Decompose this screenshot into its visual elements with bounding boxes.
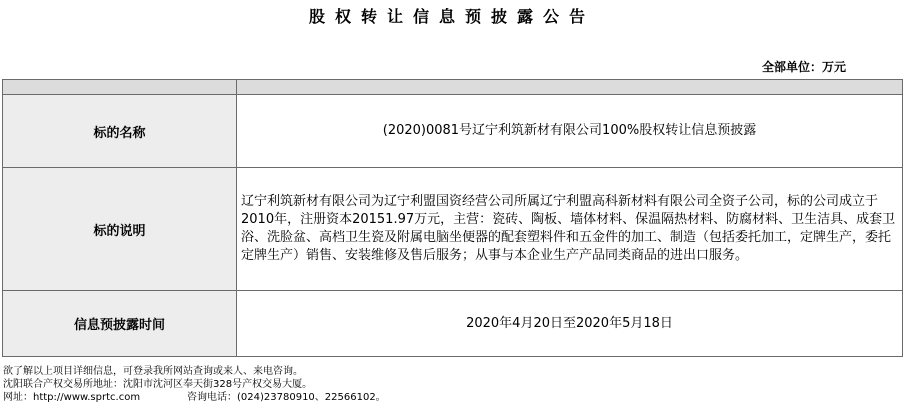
footer-address-line: 沈阳联合产权交易所地址：沈阳市沈河区奉天街328号产权交易大厦。 (3, 379, 313, 390)
table-row (3, 95, 903, 168)
row-label-time: 信息预披露时间 (3, 291, 237, 357)
header-cell-left (3, 80, 237, 95)
table-header-row (3, 80, 903, 95)
row-label-description: 标的说明 (3, 168, 237, 291)
page-title: 股权转让信息预披露公告 (308, 7, 595, 26)
table-row (3, 291, 903, 357)
footer-website-link[interactable]: 网址：http://www.sprtc.com (3, 392, 141, 403)
footer (3, 365, 386, 404)
footer-info-line: 欲了解以上项目详细信息，可登录我所网站查询或来人、来电咨询。 (3, 366, 303, 377)
row-value-time: 2020年4月20日至2020年5月18日 (237, 291, 903, 357)
footer-phone: 咨询电话：(024)23780910、22566102。 (187, 392, 386, 403)
table-row (3, 168, 903, 291)
row-value-description: 辽宁利筑新材有限公司为辽宁利盟国资经营公司所属辽宁利盟高科新材料有限公司全资子公司，标的公司成立于2010年，注册资本20151.97万元，主营：瓷砖、陶板、墙体材料、保温隔热材料、防腐材料、卫生洁具、成套卫浴、洗脸盆、高档卫生瓷及附属电脑坐便器的配套塑料件和五金件的加工、制造（包括委托加工，定牌生产，委托定牌生产）销售、安装维修及售后服务；从事与本企业生产产品同类商品的进出口服务。 (237, 168, 903, 291)
header-cell-right (237, 80, 903, 95)
unit-label: 全部单位：万元 (761, 60, 846, 74)
row-value-name: (2020)0081号辽宁利筑新材有限公司100%股权转让信息预披露 (237, 95, 903, 168)
footer-contact-line (3, 391, 386, 404)
info-table (2, 79, 903, 357)
row-label-name: 标的名称 (3, 95, 237, 168)
